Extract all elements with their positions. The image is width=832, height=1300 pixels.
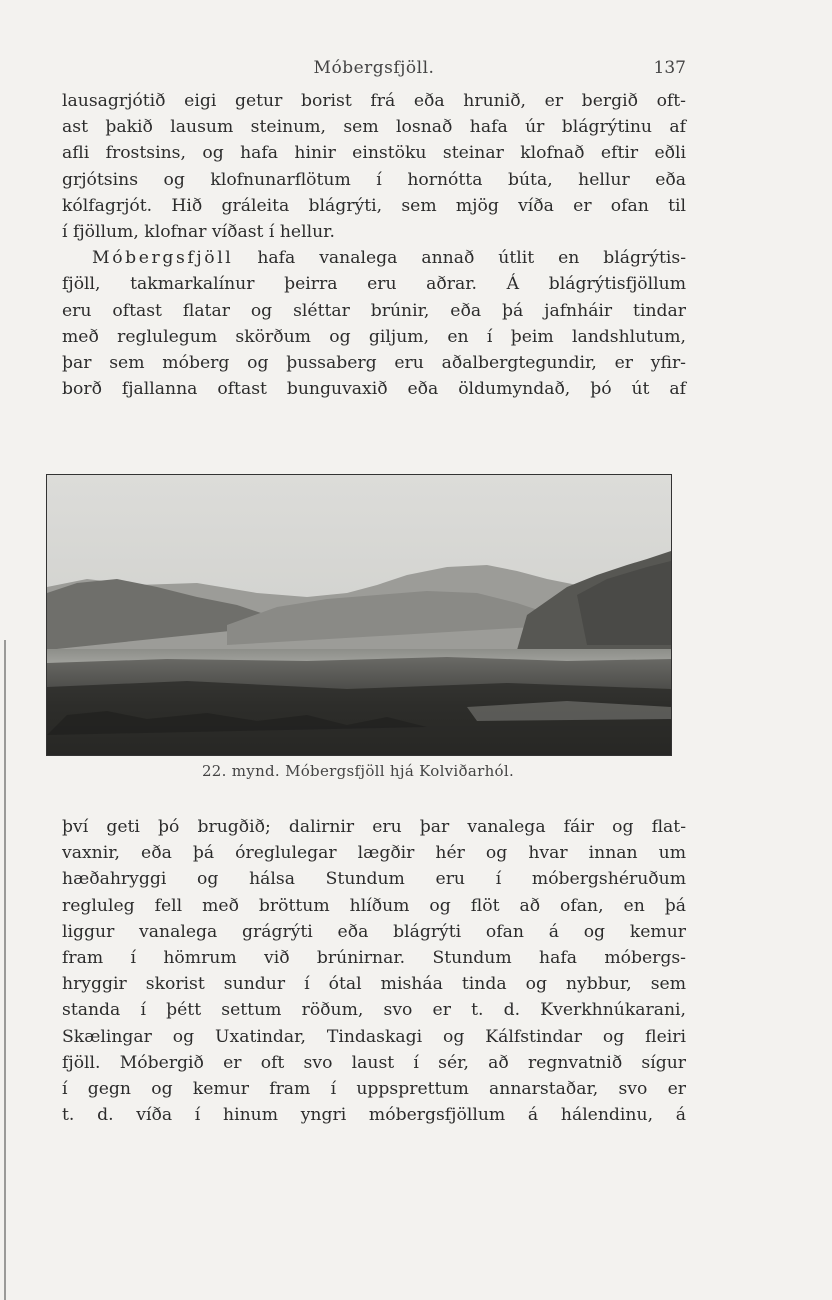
binding-edge-mark [4,640,6,1300]
text-line: þar sem móberg og þussaberg eru aðalbergtegundir, er yfir- [62,352,686,373]
text-line: regluleg fell með bröttum hlíðum og flöt að ofan, en þá [62,895,686,916]
photo-illustration [47,475,671,755]
text-line: fjöll. Móbergið er oft svo laust í sér, að regnvatnið sígur [62,1052,686,1073]
text-line: í fjöllum, klofnar víðast í hellur. [62,221,335,242]
text-line: eru oftast flatar og sléttar brúnir, eða þá jafnháir tindar [62,300,686,321]
text-fragment: hafa vanalega annað útlit en blágrýtis- [233,248,686,269]
paragraph-1 [62,88,686,402]
text-line: vaxnir, eða þá óreglulegar lægðir hér og hvar innan um [62,843,686,864]
text-line: t. d. víða í hinum yngri móbergsfjöllum á hálendinu, á [62,1105,686,1126]
text-line: lausagrjótið eigi getur borist frá eða hrunið, er bergið oft- [62,91,686,111]
text-line: borð fjallanna oftast bunguvaxið eða öldumyndað, þó út af [62,379,686,400]
text-line: liggur vanalega grágrýti eða blágrýti ofan á og kemur [62,921,686,942]
figure-caption: 22. mynd. Móbergsfjöll hjá Kolviðarhól. [201,762,515,780]
text-line: með reglulegum skörðum og giljum, en í þeim landshlutum, [62,326,686,347]
text-line: hryggir skorist sundur í ótal misháa tinda og nybbur, sem [62,974,686,995]
spaced-term: Móbergsfjöll [92,248,234,269]
text-line-indented [62,245,686,271]
text-line: Skælingar og Uxatindar, Tindaskagi og Kálfstindar og fleiri [62,1026,686,1047]
text-line: í gegn og kemur fram í uppsprettum annarstaðar, svo er [62,1078,686,1099]
text-line: fjöll, takmarkalínur þeirra eru aðrar. Á blágrýtisfjöllum [62,274,686,295]
text-line: ast þakið lausum steinum, sem losnað hafa úr blágrýtinu af [62,117,686,138]
text-line: kólfagrjót. Hið gráleita blágrýti, sem mjög víða er ofan til [62,195,686,216]
text-line: grjótsins og klofnunarflötum í hornótta búta, hellur eða [62,169,686,190]
landscape-photograph [46,474,672,756]
text-line: hæðahryggi og hálsa Stundum eru í móbergshéruðum [62,869,686,890]
paragraph-3 [62,814,686,1128]
running-head [62,58,686,82]
text-line: afli frostsins, og hafa hinir einstöku steinar klofnað eftir eðli [62,143,686,164]
text-line: fram í hömrum við brúnirnar. Stundum hafa móbergs- [62,947,686,968]
text-line: standa í þétt settum röðum, svo er t. d. Kverkhnúkarani, [62,1000,686,1021]
page-number: 137 [653,58,686,78]
text-line: því geti þó brugðið; dalirnir eru þar vanalega fáir og flat- [62,817,686,837]
running-title: Móbergsfjöll. [313,58,435,78]
